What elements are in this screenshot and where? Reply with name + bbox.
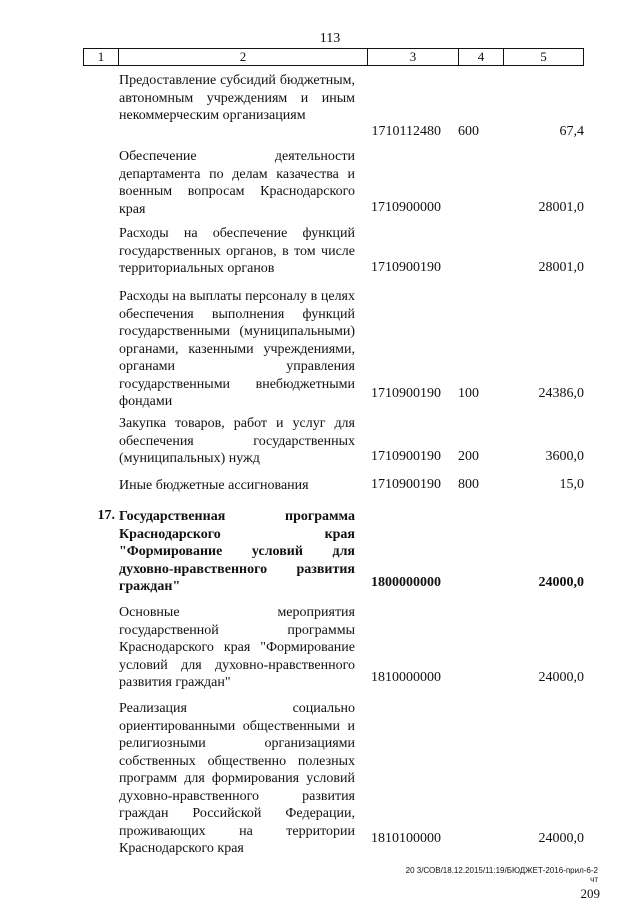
row-amount: 24000,0 <box>538 831 584 846</box>
row-amount: 28001,0 <box>538 200 584 215</box>
header-col-2: 2 <box>119 49 368 65</box>
table-header <box>83 48 584 66</box>
row-amount: 24000,0 <box>538 575 584 590</box>
row-name: Иные бюджетные ассигнования <box>119 478 309 493</box>
sheet-number: 209 <box>580 886 600 901</box>
row-vr: 800 <box>458 477 479 492</box>
row-code: 1800000000 <box>371 575 441 590</box>
page-number: 113 <box>319 31 341 46</box>
row-name: Основные мероприятия государственной программы Краснодарского края "Формирование условий для духовно-нравственного развития граждан" <box>119 605 355 690</box>
row-vr: 200 <box>458 449 479 464</box>
row-name: Реализация социально ориентированными общественными и религиозными организациями собственных общественно полезных программ для формирования условий духовно-нравственного развития граждан Российской Федерации, проживающих на территории Краснодарского края <box>119 701 355 856</box>
row-code: 1710900190 <box>371 386 441 401</box>
row-amount: 67,4 <box>559 124 584 139</box>
row-code: 1810100000 <box>371 831 441 846</box>
header-col-4: 4 <box>459 49 504 65</box>
row-name: Закупка товаров, работ и услуг для обеспечения государственных (муниципальных) нужд <box>119 416 355 466</box>
row-name: Обеспечение деятельности департамента по делам казачества и военным вопросам Краснодарского края <box>119 149 355 217</box>
row-name: Расходы на обеспечение функций государственных органов, в том числе территориальных органов <box>119 226 355 276</box>
row-code: 1710900000 <box>371 200 441 215</box>
row-amount: 15,0 <box>559 477 584 492</box>
row-number: 17. <box>97 508 115 523</box>
row-amount: 24000,0 <box>538 670 584 685</box>
header-col-3: 3 <box>368 49 459 65</box>
row-code: 1710900190 <box>371 477 441 492</box>
row-code: 1710900190 <box>371 260 441 275</box>
row-code: 1710900190 <box>371 449 441 464</box>
header-col-5: 5 <box>540 49 547 64</box>
row-amount: 28001,0 <box>538 260 584 275</box>
row-vr: 600 <box>458 124 479 139</box>
document-stamp: 20 3/СОВ/18.12.2015/11:19/БЮДЖЕТ-2016-прил-6-2 чт <box>405 866 598 884</box>
header-col-1: 1 <box>84 49 119 65</box>
row-amount: 24386,0 <box>538 386 584 401</box>
row-name: Расходы на выплаты персоналу в целях обеспечения выполнения функций государственными (муниципальными) органами, казенными учреждениями, органами управления государственными внебюджетными фондами <box>119 289 355 409</box>
row-name: Предоставление субсидий бюджетным, автономным учреждениям и иным некоммерческим организациям <box>119 73 355 123</box>
row-amount: 3600,0 <box>545 449 584 464</box>
row-code: 1710112480 <box>371 124 441 139</box>
row-vr: 100 <box>458 386 479 401</box>
row-name: Государственная программа Краснодарского края "Формирование условий для духовно-нравственного развития граждан" <box>119 509 355 594</box>
row-code: 1810000000 <box>371 670 441 685</box>
